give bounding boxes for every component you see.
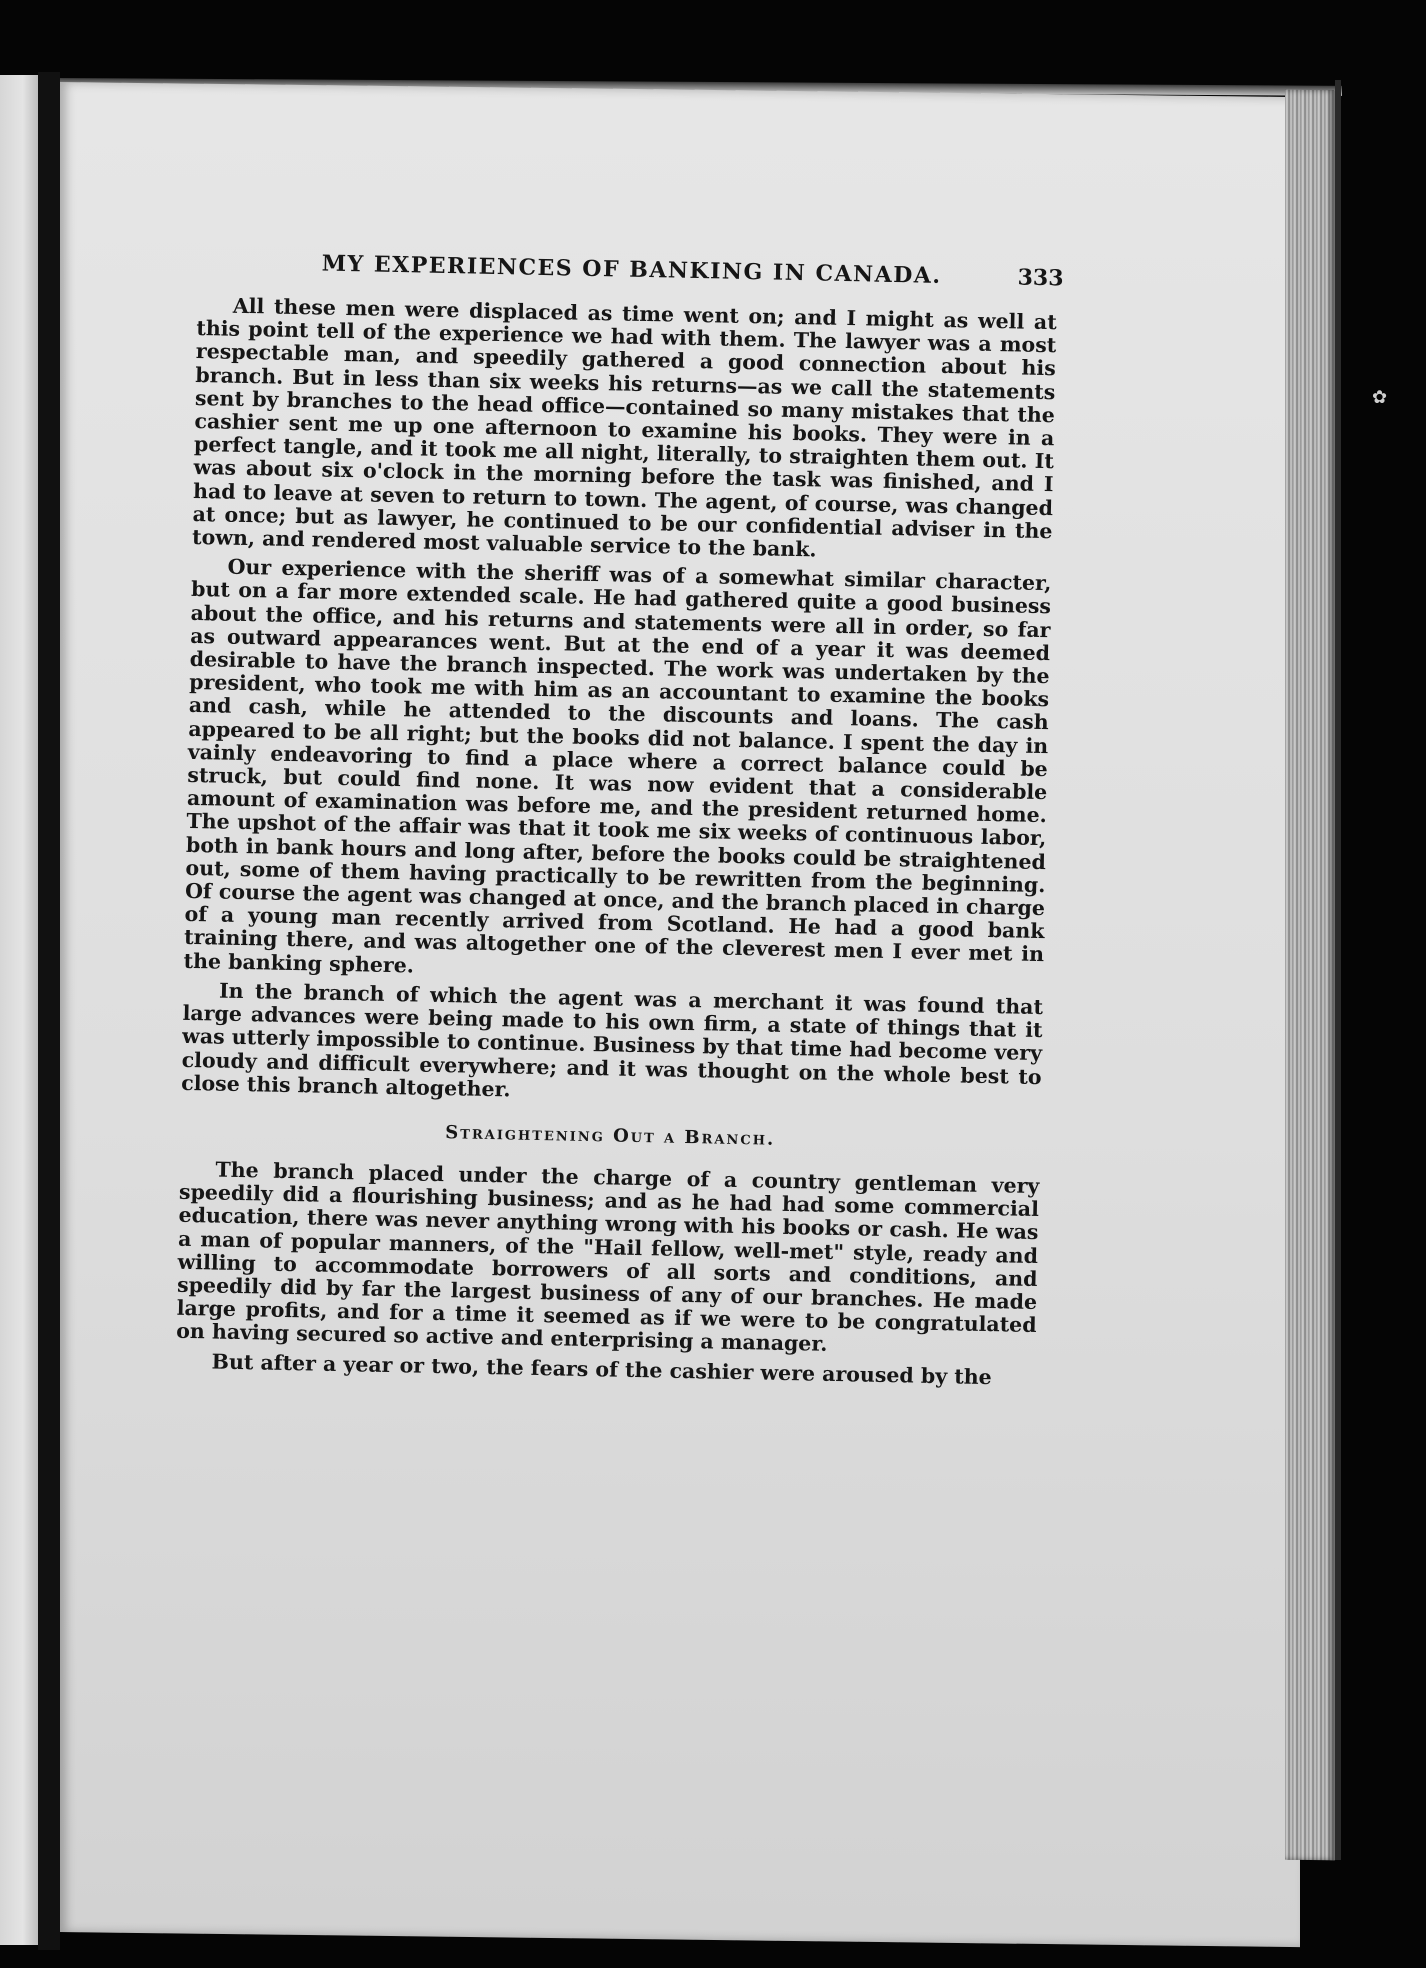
paragraph-3: In the branch of which the agent was a merchant it was found that large advances were being made to his own firm, a state of things that it was utterly impossible to continue. Business by that time had become very cloudy and difficult everywhere; and it was thought on the whole best to close this branch altogether.	[181, 978, 1044, 1102]
section-heading: Straightening Out a Branch.	[445, 1122, 776, 1150]
paragraph-4: The branch placed under the charge of a country gentleman very speedily did a flourishing business; and as he had had some commercial education, there was never anything wrong with his books or cash. He was a man of popular manners, of the "Hail fellow, well-met" style, ready and willing to accommodate borrowers of all sorts and conditions, and speedily did by far the largest business of any of our branches. He made large profits, and for a time it seemed as if we were to be congratulated on having secured so active and enterprising a manager.	[176, 1157, 1040, 1357]
paragraph-5: But after a year or two, the fears of the cashier were aroused by the	[211, 1349, 992, 1389]
running-title: MY EXPERIENCES OF BANKING IN CANADA.	[321, 250, 942, 289]
paragraph-2: Our experience with the sheriff was of a somewhat similar character, but on a far more extended scale. He had gathered quite a good business about the office, and his returns and statements were all in order, so far as outward appearances went. But at the end of a year it was deemed desirable to have the branch inspected. The work was undertaken by the president, who took me with him as an accountant to examine the books and cash, while he attended to the discounts and loans. The cash appeared to be all right; but the books did not balance. I spent the day in vainly endeavoring to find a place where a correct balance could be struck, but could find none. It was now evident that a considerable amount of examination was before me, and the president returned home. The upshot of the affair was that it took me six weeks of continuous labor, both in bank hours and long after, before the books could be straightened out, some of them having practically to be rewritten from the beginning. Of course the agent was changed at once, and the branch placed in charge of a young man recently arrived from Scotland. He had a good bank training there, and was altogether one of the cleverest men I ever met in the banking sphere.	[183, 554, 1052, 978]
margin-speck: ✿	[1372, 387, 1388, 408]
paragraph-1: All these men were displaced as time went on; and I might as well at this point tell of the experience we had with them. The lawyer was a most respectable man, and speedily gathered a good connection about his branch. But in less than six weeks his returns—as we call the statements sent by branches to the head office—contained so many mistakes that the cashier sent me up one afternoon to examine his books. They were in a perfect tangle, and it took me all night, literally, to straighten them out. It was about six o'clock in the morning before the task was finished, and I had to leave at seven to return to town. The agent, of course, was changed at once; but as lawyer, he continued to be our confidential adviser in the town, and rendered most valuable service to the bank.	[191, 293, 1057, 562]
book-binding	[38, 72, 60, 1950]
page-text-block	[175, 248, 1064, 1396]
previous-page-edge	[0, 75, 38, 1945]
stacked-page-edges	[1285, 90, 1335, 1861]
page-edge-shadow	[1335, 80, 1341, 1860]
page-number: 333	[1017, 264, 1064, 292]
